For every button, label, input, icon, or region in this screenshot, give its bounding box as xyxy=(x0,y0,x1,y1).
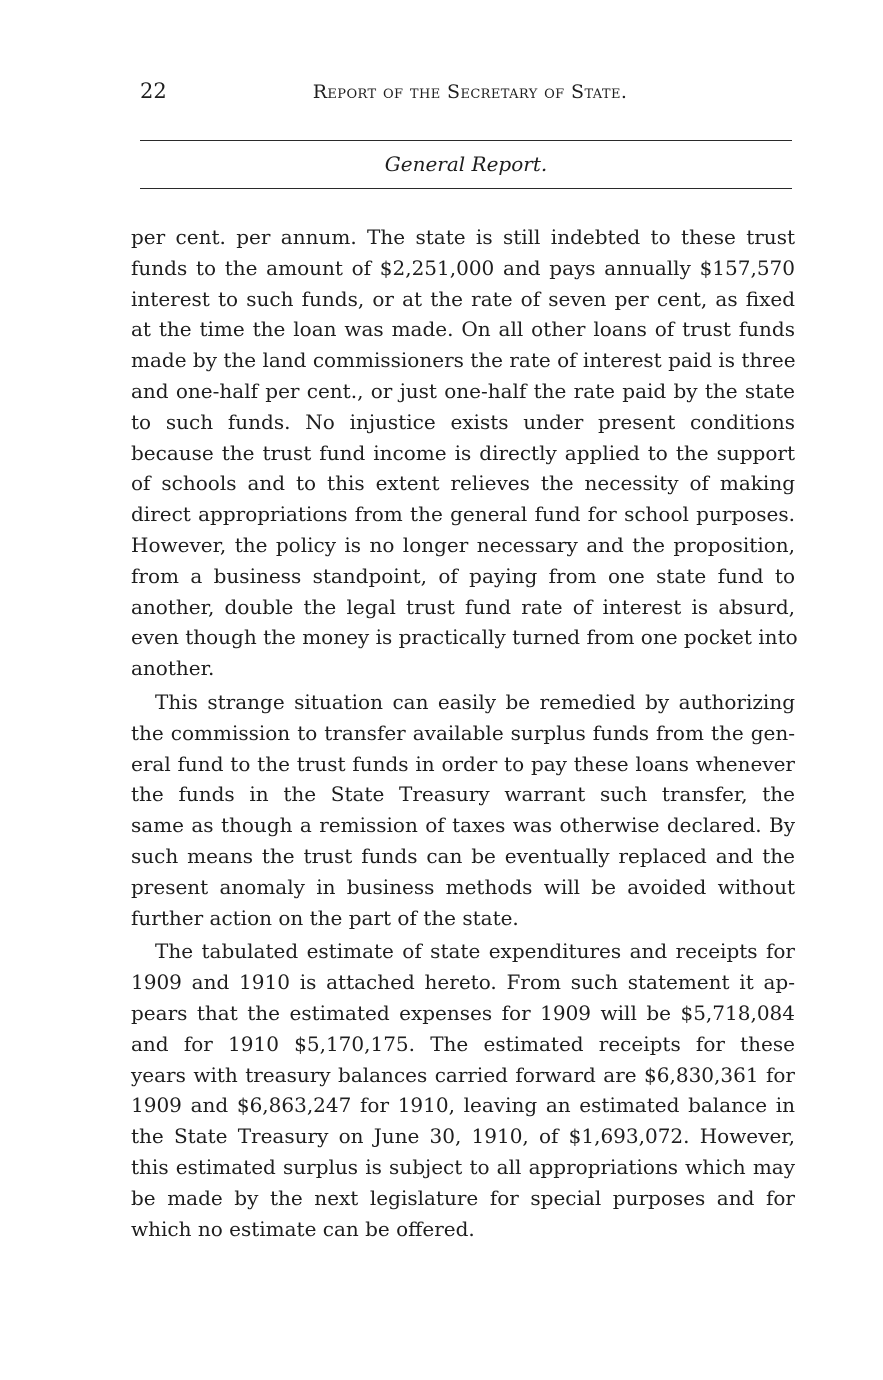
text-line: This strange situation can easily be remedied by authorizing xyxy=(155,689,795,714)
text-line: made by the land commissioners the rate of interest paid is three xyxy=(131,348,796,373)
text-line: the commission to transfer available surplus funds from the gen- xyxy=(131,720,795,745)
text-line: of schools and to this extent relieves the necessity of making xyxy=(131,471,795,496)
text-line: the funds in the State Treasury warrant such transfer, the xyxy=(131,782,795,807)
paragraph-2 xyxy=(131,687,795,933)
text-line: further action on the part of the state. xyxy=(131,905,519,930)
text-line: to such funds. No injustice exists under present conditions xyxy=(131,409,795,434)
text-line: The tabulated estimate of state expenditures and receipts for xyxy=(155,939,795,964)
text-line: the State Treasury on June 30, 1910, of $1,693,072. However, xyxy=(131,1124,795,1149)
text-line: same as though a remission of taxes was otherwise declared. By xyxy=(131,813,795,838)
text-line: interest to such funds, or at the rate of seven per cent, as fixed xyxy=(131,286,795,311)
text-line: However, the policy is no longer necessary and the proposition, xyxy=(131,532,795,557)
text-line: even though the money is practically turned from one pocket into xyxy=(131,625,798,650)
page-number: 22 xyxy=(140,79,167,103)
header-rule-bottom xyxy=(140,188,792,189)
text-line: direct appropriations from the general fund for school purposes. xyxy=(131,502,795,527)
running-head: Report of the Secretary of State. xyxy=(312,81,628,103)
text-line: present anomaly in business methods will be avoided without xyxy=(131,874,795,899)
text-line: this estimated surplus is subject to all appropriations which may xyxy=(131,1154,795,1179)
text-line: pears that the estimated expenses for 1909 will be $5,718,084 xyxy=(131,1000,795,1025)
text-line: because the trust fund income is directly applied to the support xyxy=(131,440,795,465)
paragraph-1 xyxy=(131,222,798,684)
text-line: such means the trust funds can be eventually replaced and the xyxy=(131,843,795,868)
text-line: years with treasury balances carried forward are $6,830,361 for xyxy=(131,1062,795,1087)
text-line: funds to the amount of $2,251,000 and pays annually $157,570 xyxy=(131,255,795,280)
text-line: from a business standpoint, of paying from one state fund to xyxy=(131,563,795,588)
text-line: per cent. per annum. The state is still indebted to these trust xyxy=(131,225,795,249)
text-line: at the time the loan was made. On all other loans of trust funds xyxy=(131,317,795,342)
text-line: and one-half per cent., or just one-half the rate paid by the state xyxy=(131,378,795,403)
body-text xyxy=(131,222,798,1244)
text-line: eral fund to the trust funds in order to pay these loans whenever xyxy=(131,751,795,776)
text-line: be made by the next legislature for special purposes and for xyxy=(131,1185,795,1210)
text-line: 1909 and $6,863,247 for 1910, leaving an estimated balance in xyxy=(131,1093,795,1118)
section-title: General Report. xyxy=(384,152,548,176)
text-line: another, double the legal trust fund rate of interest is absurd, xyxy=(131,594,795,619)
text-line: 1909 and 1910 is attached hereto. From such statement it ap- xyxy=(131,970,795,995)
header-rule-top xyxy=(140,140,792,141)
paragraph-3 xyxy=(131,936,795,1244)
text-line: which no estimate can be offered. xyxy=(131,1216,475,1241)
text-line: and for 1910 $5,170,175. The estimated receipts for these xyxy=(131,1031,795,1056)
text-line: another. xyxy=(131,656,215,681)
